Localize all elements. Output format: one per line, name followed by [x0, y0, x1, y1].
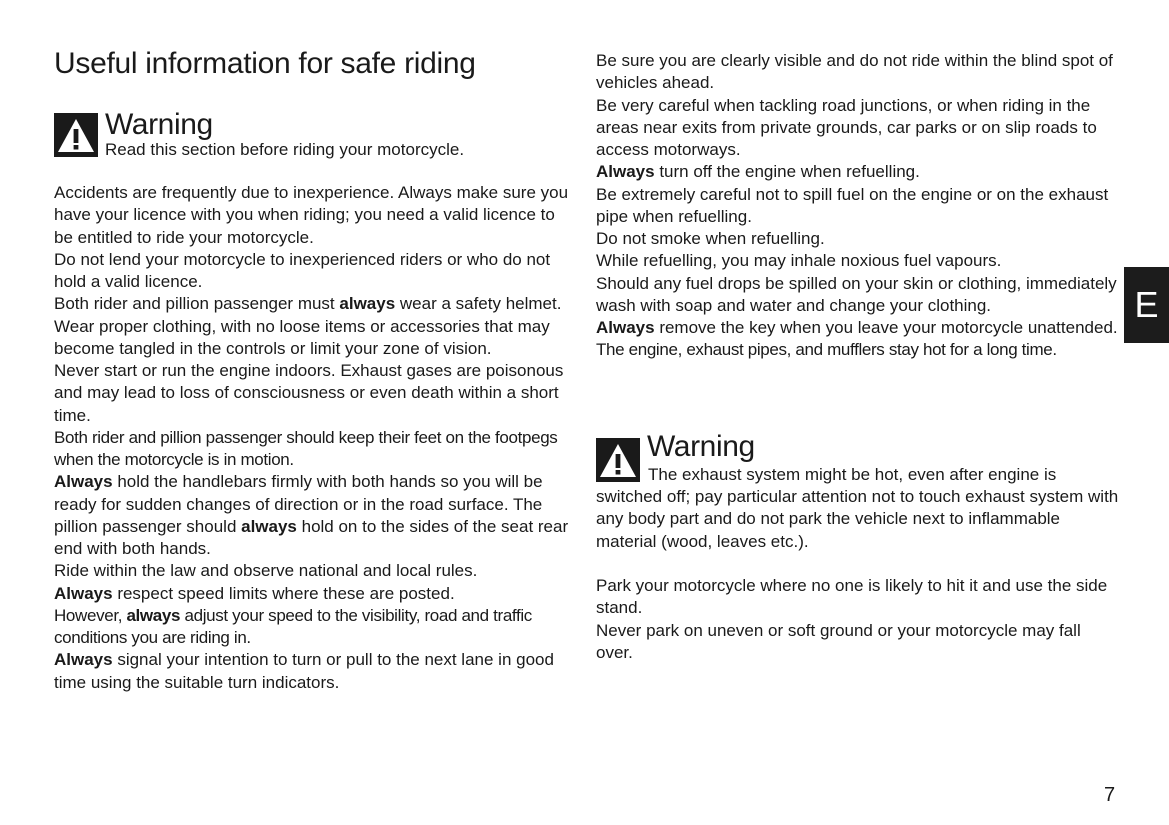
paragraph: Wear proper clothing, with no loose items or accessories that may become tangled in the controls or limit your zone of vision. — [54, 316, 550, 358]
paragraph: Be sure you are clearly visible and do not ride within the blind spot of vehicles ahead. — [596, 51, 1113, 93]
warning-text: Read this section before riding your motorcycle. — [105, 140, 465, 159]
page-number: 7 — [1104, 784, 1116, 806]
paragraph: The engine, exhaust pipes, and mufflers stay hot for a long time. — [596, 340, 1057, 360]
page-title: Useful information for safe riding — [54, 47, 476, 80]
left-body-text — [54, 182, 572, 694]
paragraph: Park your motorcycle where no one is likely to hit it and use the side stand. — [596, 576, 1108, 618]
paragraph: Ride within the law and observe national and local rules. — [54, 561, 478, 581]
paragraph: Do not lend your motorcycle to inexperienced riders or who do not hold a valid licence. — [54, 249, 551, 291]
warning-box-left — [54, 108, 572, 168]
right-bottom-text — [596, 575, 1120, 664]
right-body-text — [596, 50, 1120, 362]
paragraph: Be extremely careful not to spill fuel on the engine or on the exhaust pipe when refuelling. — [596, 184, 1109, 226]
warning-icon — [54, 113, 98, 157]
paragraph: Always turn off the engine when refuelling. — [596, 162, 920, 182]
warning-title: Warning — [647, 430, 755, 463]
paragraph: While refuelling, you may inhale noxious fuel vapours. — [596, 251, 1002, 271]
section-tab: E — [1124, 267, 1169, 343]
paragraph: Never park on uneven or soft ground or your motorcycle may fall over. — [596, 620, 1081, 662]
warning-text: The exhaust system might be hot, even after engine is switched off; pay particular attention not to touch exhaust system with any body part and do not park the vehicle next to inflammable material (wood, leaves etc.). — [596, 465, 1119, 551]
paragraph: Do not smoke when refuelling. — [596, 229, 825, 248]
warning-box-right — [596, 426, 1120, 556]
paragraph: Both rider and pillion passenger must always wear a safety helmet. — [54, 294, 562, 314]
paragraph: Always remove the key when you leave your motorcycle unattended. — [596, 318, 1118, 337]
paragraph: However, always adjust your speed to the visibility, road and traffic conditions you are riding in. — [54, 605, 532, 647]
paragraph: Accidents are frequently due to inexperience. Always make sure you have your licence with you when riding; you need a valid licence to be entitled to ride your motorcycle. — [54, 183, 569, 247]
paragraph: Should any fuel drops be spilled on your skin or clothing, immediately wash with soap and water and change your clothing. — [596, 273, 1117, 315]
warning-title: Warning — [105, 108, 213, 141]
paragraph: Always signal your intention to turn or pull to the next lane in good time using the suitable turn indicators. — [54, 650, 554, 692]
paragraph: Always respect speed limits where these are posted. — [54, 583, 455, 603]
paragraph: Be very careful when tackling road junctions, or when riding in the areas near exits from private grounds, car parks or on slip roads to access motorways. — [596, 95, 1097, 159]
paragraph: Never start or run the engine indoors. Exhaust gases are poisonous and may lead to loss of consciousness or even death within a short time. — [54, 361, 564, 425]
paragraph: Always hold the handlebars firmly with both hands so you will be ready for sudden changes of direction or in the road surface. The pillion passenger should always hold on to the sides of the seat rear end with both hands. — [54, 472, 569, 558]
paragraph: Both rider and pillion passenger should keep their feet on the footpegs when the motorcycle is in motion. — [54, 427, 558, 469]
